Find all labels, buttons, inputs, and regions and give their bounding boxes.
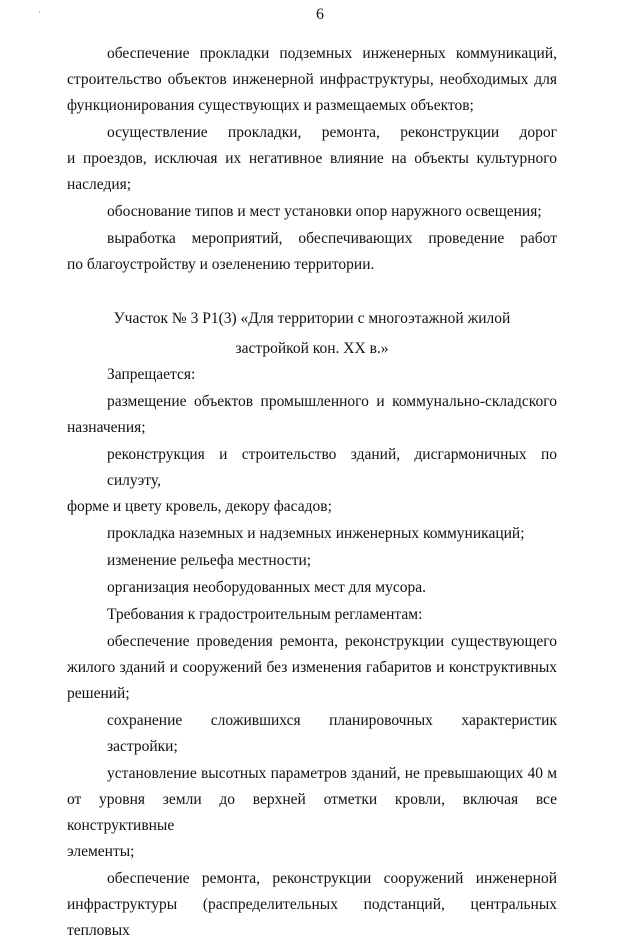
paragraph [67, 602, 557, 628]
paragraph-line: решений; [67, 685, 130, 702]
corner-mark: ˙ [38, 10, 41, 20]
paragraph-line: по благоустройству и озеленению территории. [67, 256, 375, 273]
section-heading [67, 306, 557, 362]
paragraph-line: Запрещается: [107, 366, 196, 383]
paragraph-line: инфраструктуры (распределительных подстанций, центральных тепловых [67, 896, 557, 939]
paragraph [67, 120, 557, 198]
section-heading-line-1: Участок № 3 Р1(3) «Для территории с многоэтажной жилой [113, 310, 511, 327]
paragraph-line: жилого зданий и сооружений без изменения габаритов и конструктивных [67, 659, 557, 676]
paragraph-line: Требования к градостроительным регламентам: [107, 606, 423, 623]
paragraph-line: выработка мероприятий, обеспечивающих проведение работ [107, 230, 557, 247]
paragraph-line: элементы; [67, 843, 135, 860]
paragraph-line: установление высотных параметров зданий, не превышающих 40 м [107, 765, 557, 782]
paragraph-line: организация необорудованных мест для мусора. [107, 579, 426, 596]
paragraph-line: от уровня земли до верхней отметки кровли, включая все конструктивные [67, 791, 557, 834]
paragraph-line: осуществление прокладки, ремонта, реконструкции дорог [107, 124, 557, 141]
paragraph-line: функционирования существующих и размещаемых объектов; [67, 97, 474, 114]
paragraph [67, 442, 557, 520]
paragraph-line: изменение рельефа местности; [107, 552, 312, 569]
paragraph [67, 226, 557, 278]
paragraph [67, 866, 557, 944]
paragraph [67, 708, 557, 760]
text-block-top [67, 41, 557, 279]
paragraph-line: обеспечение ремонта, реконструкции сооружений инженерной [107, 870, 557, 887]
paragraph-line: наследия; [67, 176, 132, 193]
paragraph-line: назначения; [67, 419, 146, 436]
paragraph [67, 761, 557, 865]
paragraph [67, 629, 557, 707]
paragraph-line: сохранение сложившихся планировочных характеристик застройки; [107, 712, 557, 755]
paragraph-line: прокладка наземных и надземных инженерных коммуникаций; [107, 525, 525, 542]
paragraph-line: размещение объектов промышленного и коммунально-складского [107, 393, 557, 410]
section-heading-line-2: застройкой кон. XX в.» [235, 340, 389, 357]
paragraph [67, 389, 557, 441]
paragraph-line: и проездов, исключая их негативное влияние на объекты культурного [67, 150, 557, 167]
paragraph-line: реконструкция и строительство зданий, дисгармоничных по силуэту, [107, 446, 557, 489]
paragraph-line: строительство объектов инженерной инфраструктуры, необходимых для [67, 71, 557, 88]
paragraph [67, 548, 557, 574]
paragraph-line: обоснование типов и мест установки опор наружного освещения; [107, 203, 542, 220]
paragraph [67, 362, 557, 388]
paragraph [67, 199, 557, 225]
paragraph-line: форме и цвету кровель, декору фасадов; [67, 498, 332, 515]
page-number: 6 [316, 6, 324, 23]
paragraph [67, 521, 557, 547]
paragraph [67, 575, 557, 601]
text-block-bottom [67, 362, 557, 945]
paragraph [67, 41, 557, 119]
paragraph-line: обеспечение проведения ремонта, реконструкции существующего [107, 633, 557, 650]
paragraph-line: обеспечение прокладки подземных инженерных коммуникаций, [107, 45, 557, 62]
